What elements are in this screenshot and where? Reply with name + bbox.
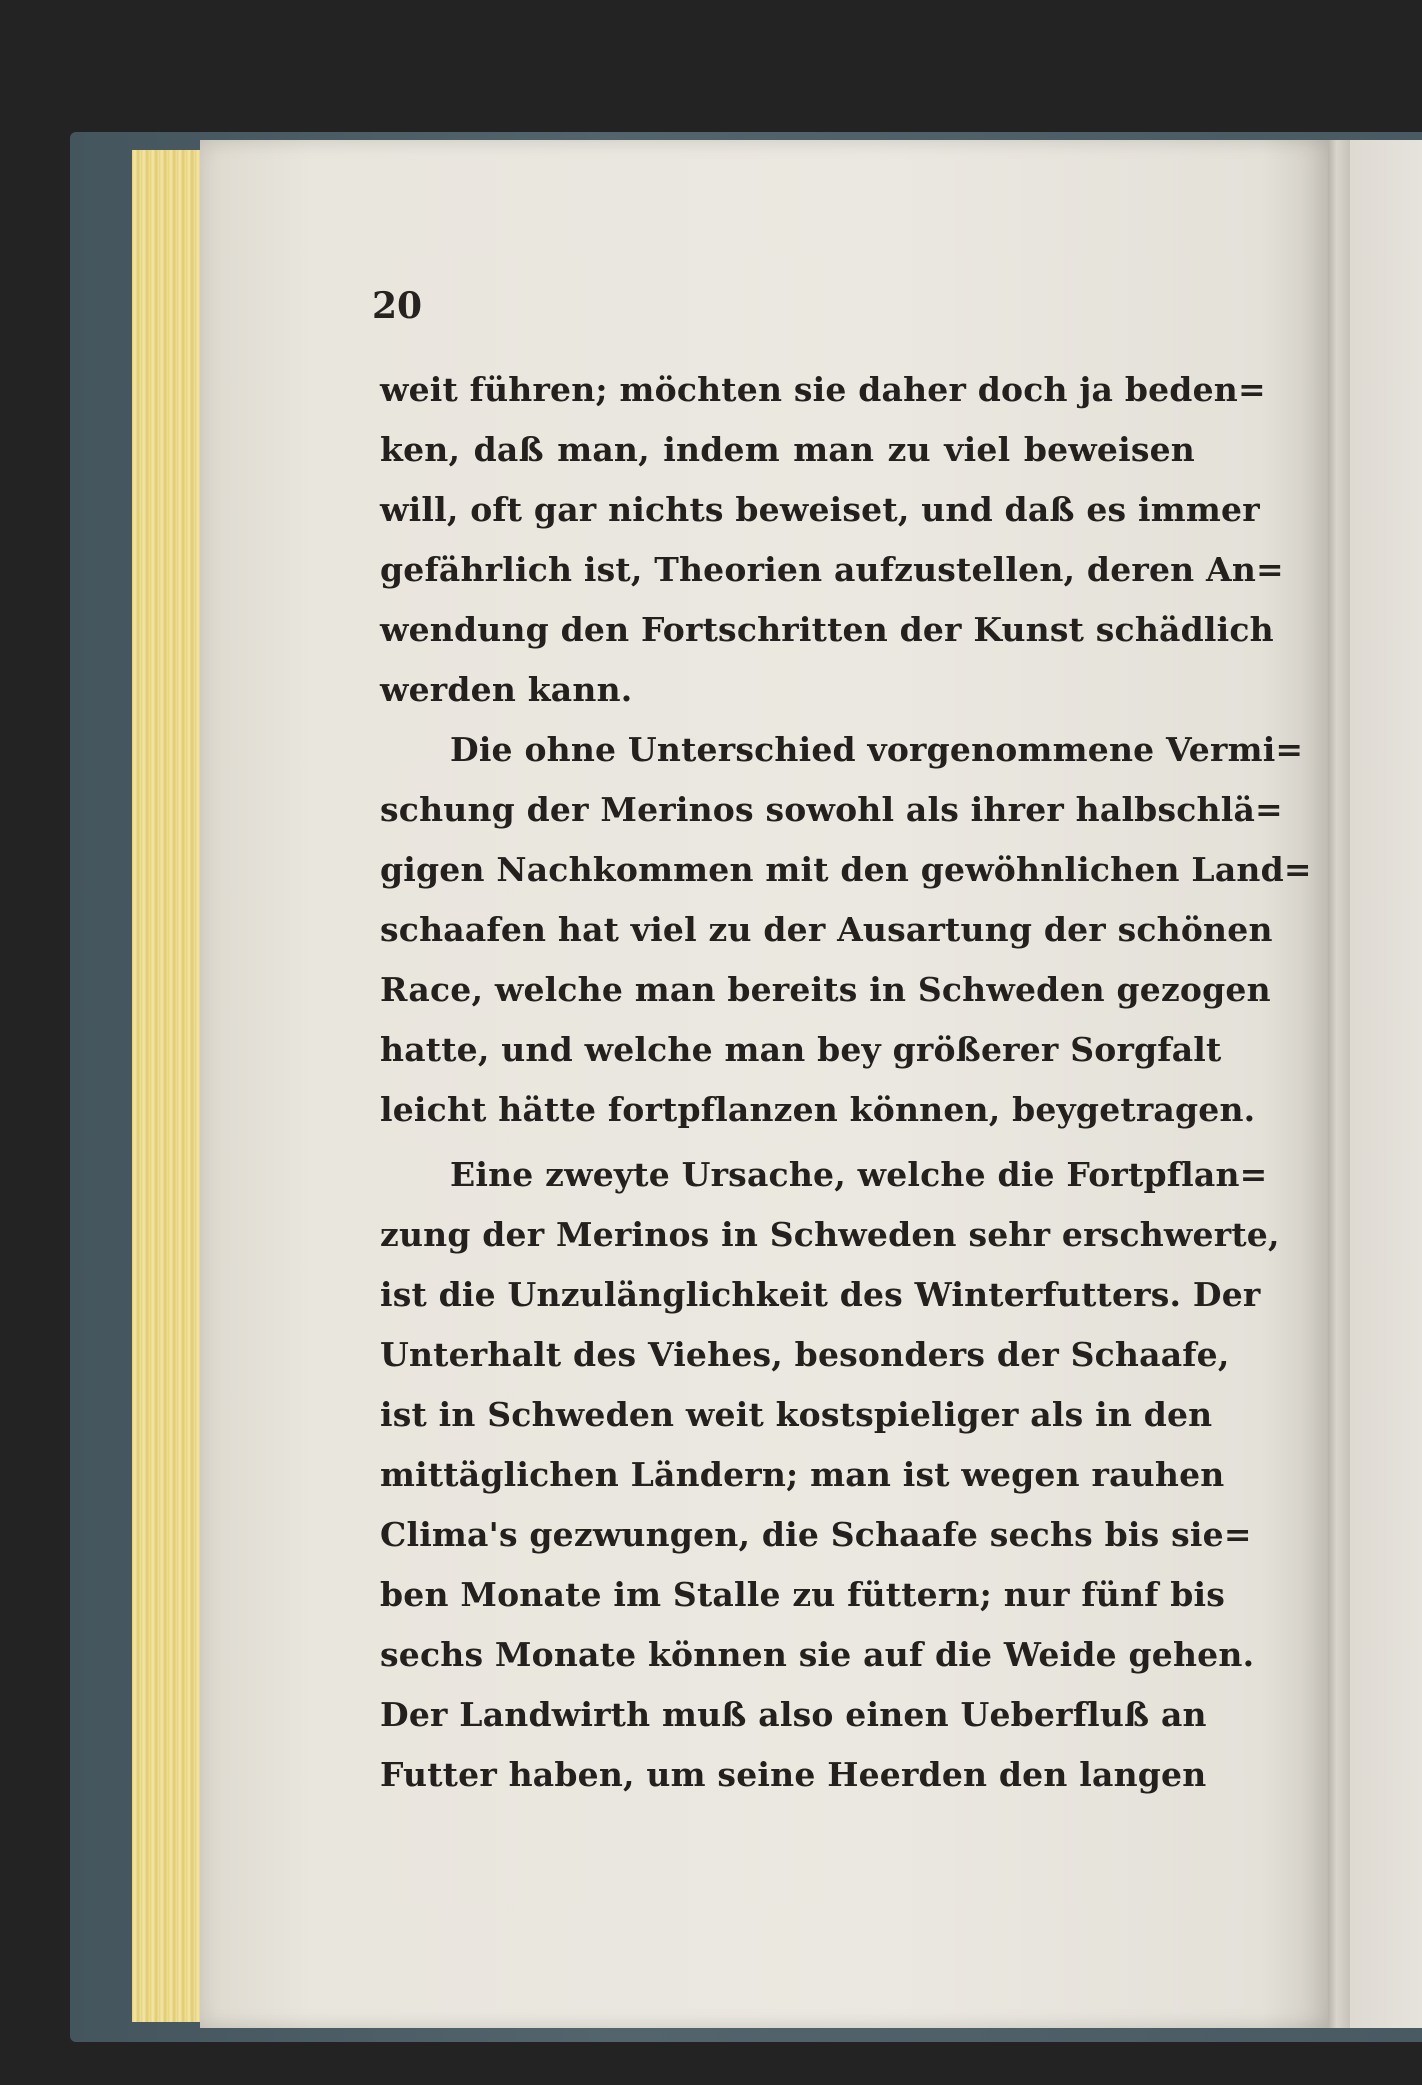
page-number: 20 bbox=[372, 285, 423, 327]
text-line: ken, daß man, indem man zu viel beweisen bbox=[380, 430, 1195, 469]
book-gutter bbox=[1328, 140, 1350, 2028]
text-line: Der Landwirth muß also einen Ueberfluß an bbox=[380, 1695, 1207, 1734]
text-line: schung der Merinos sowohl als ihrer halbschlä= bbox=[380, 790, 1283, 829]
text-line: Die ohne Unterschied vorgenommene Vermi= bbox=[450, 730, 1304, 769]
text-line: schaafen hat viel zu der Ausartung der schönen bbox=[380, 910, 1273, 949]
text-line: ist in Schweden weit kostspieliger als in den bbox=[380, 1395, 1213, 1434]
text-line: ben Monate im Stalle zu füttern; nur fünf bis bbox=[380, 1575, 1226, 1614]
text-line: werden kann. bbox=[380, 670, 633, 709]
facing-page-edge bbox=[1350, 140, 1422, 2028]
text-line: will, oft gar nichts beweiset, und daß es immer bbox=[380, 490, 1260, 529]
text-line: gigen Nachkommen mit den gewöhnlichen Land= bbox=[380, 850, 1312, 889]
text-line: mittäglichen Ländern; man ist wegen rauhen bbox=[380, 1455, 1225, 1494]
text-line: hatte, und welche man bey größerer Sorgfalt bbox=[380, 1030, 1222, 1069]
text-line: Futter haben, um seine Heerden den langen bbox=[380, 1755, 1207, 1794]
text-line: Eine zweyte Ursache, welche die Fortpflan= bbox=[450, 1155, 1268, 1194]
text-line: Unterhalt des Viehes, besonders der Schaafe, bbox=[380, 1335, 1230, 1374]
text-line: Race, welche man bereits in Schweden gezogen bbox=[380, 970, 1271, 1009]
text-line: wendung den Fortschritten der Kunst schädlich bbox=[380, 610, 1274, 649]
text-line: zung der Merinos in Schweden sehr erschwerte, bbox=[380, 1215, 1280, 1254]
text-line: gefährlich ist, Theorien aufzustellen, deren An= bbox=[380, 550, 1284, 589]
text-line: Clima's gezwungen, die Schaafe sechs bis sie= bbox=[380, 1515, 1252, 1554]
text-line: sechs Monate können sie auf die Weide gehen. bbox=[380, 1635, 1255, 1674]
text-line: ist die Unzulänglichkeit des Winterfutters. Der bbox=[380, 1275, 1261, 1314]
text-line: weit führen; möchten sie daher doch ja beden= bbox=[380, 370, 1266, 409]
text-line: leicht hätte fortpflanzen können, beygetragen. bbox=[380, 1090, 1256, 1129]
